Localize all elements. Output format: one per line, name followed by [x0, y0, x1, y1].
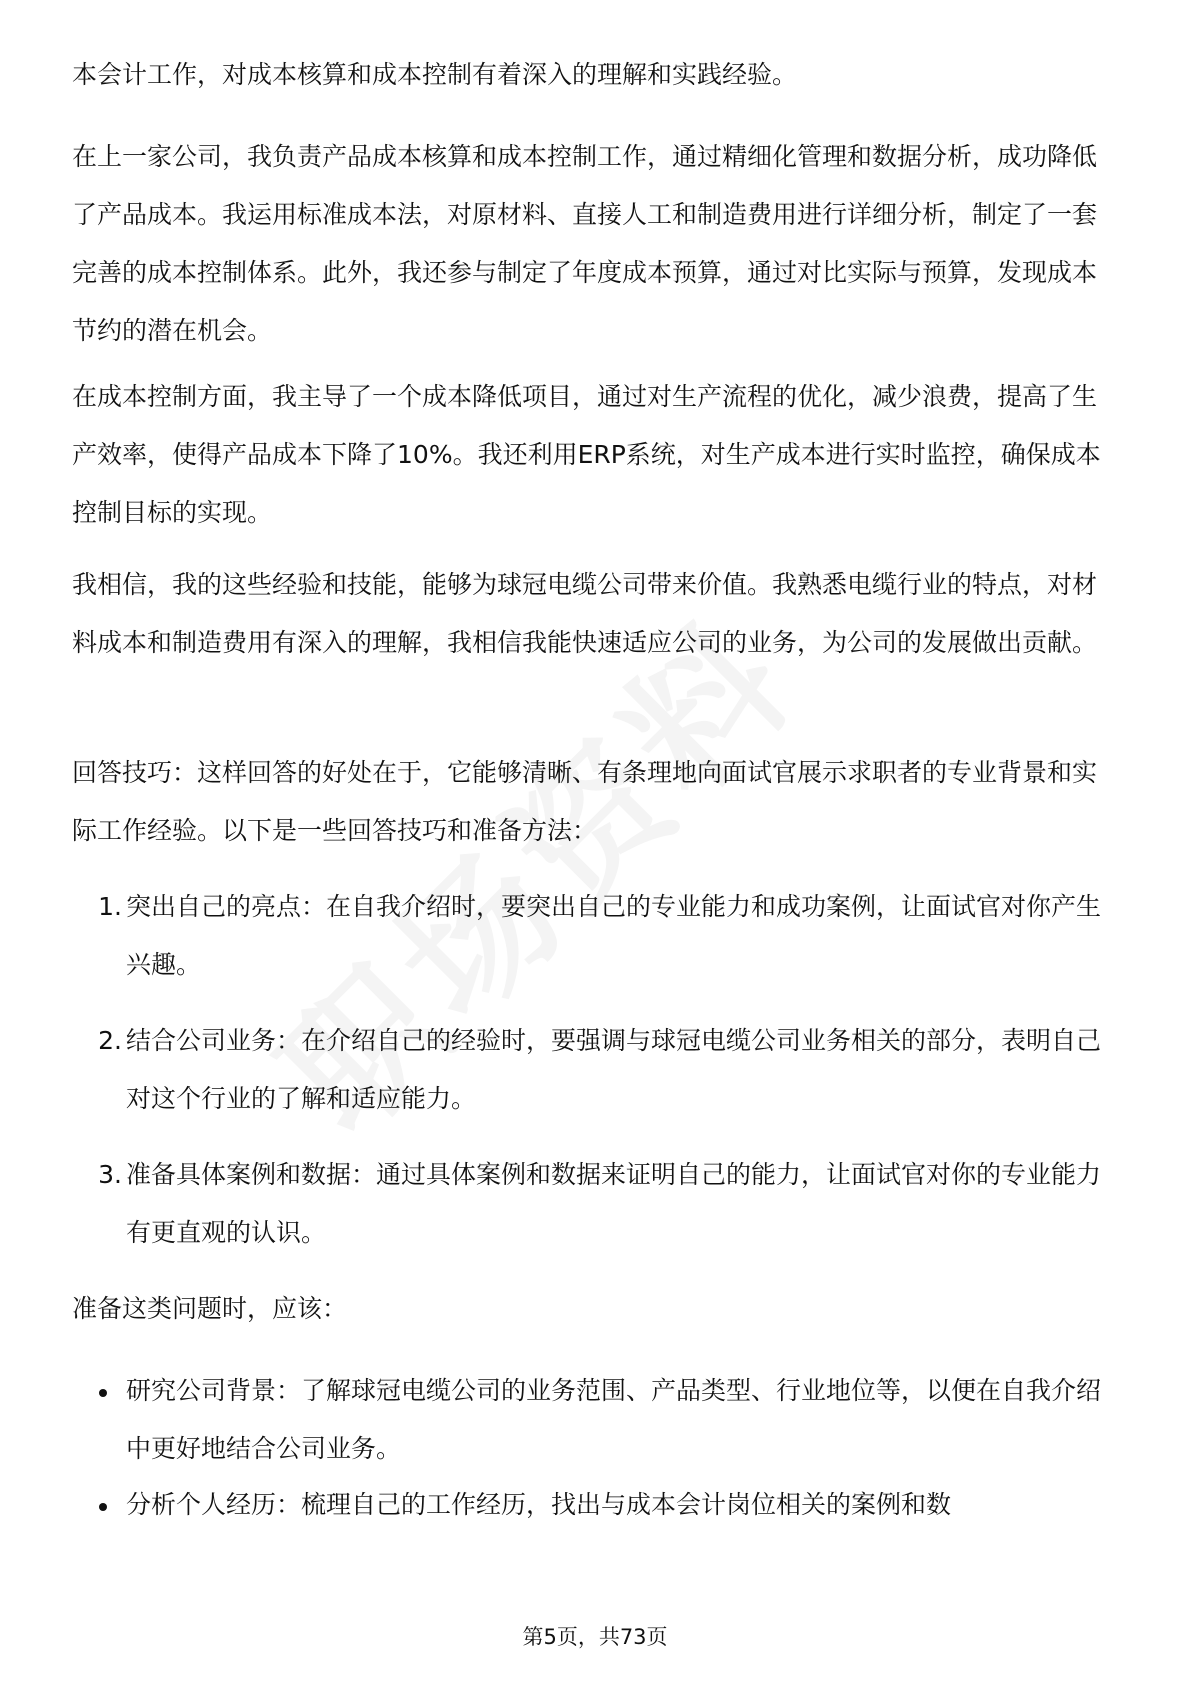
list-item — [72, 878, 1112, 994]
list-item-text: 突出自己的亮点：在自我介绍时，要突出自己的专业能力和成功案例，让面试官对你产生兴趣。 — [126, 892, 1102, 979]
paragraph-intro-continued: 本会计工作，对成本核算和成本控制有着深入的理解和实践经验。 — [72, 60, 798, 89]
list-item-text: 结合公司业务：在介绍自己的经验时，要强调与球冠电缆公司业务相关的部分，表明自己对这个行业的了解和适应能力。 — [126, 1026, 1102, 1113]
list-number: 2. — [98, 1026, 122, 1055]
paragraph-answer-tips: 回答技巧：这样回答的好处在于，它能够清晰、有条理地向面试官展示求职者的专业背景和实际工作经验。以下是一些回答技巧和准备方法： — [72, 758, 1098, 845]
list-number: 3. — [98, 1160, 122, 1189]
list-item — [72, 1012, 1112, 1128]
list-item — [72, 1146, 1112, 1262]
list-item — [72, 1476, 1112, 1534]
list-number: 1. — [98, 892, 122, 921]
list-item-text: 分析个人经历：梳理自己的工作经历，找出与成本会计岗位相关的案例和数 — [126, 1490, 952, 1519]
page-footer: 第5页，共73页 — [522, 1625, 668, 1649]
list-item — [72, 1362, 1112, 1478]
list-item-text: 准备具体案例和数据：通过具体案例和数据来证明自己的能力，让面试官对你的专业能力有更直观的认识。 — [126, 1160, 1102, 1247]
bullet-icon — [99, 1503, 107, 1511]
list-item-text: 研究公司背景：了解球冠电缆公司的业务范围、产品类型、行业地位等，以便在自我介绍中更好地结合公司业务。 — [126, 1376, 1102, 1463]
paragraph-previous-company: 在上一家公司，我负责产品成本核算和成本控制工作，通过精细化管理和数据分析，成功降低了产品成本。我运用标准成本法，对原材料、直接人工和制造费用进行详细分析，制定了一套完善的成本控制体系。此外，我还参与制定了年度成本预算，通过对比实际与预算，发现成本节约的潜在机会。 — [72, 142, 1098, 345]
bullet-icon — [99, 1389, 107, 1397]
paragraph-prep-intro: 准备这类问题时，应该： — [72, 1294, 348, 1323]
paragraph-value: 我相信，我的这些经验和技能，能够为球冠电缆公司带来价值。我熟悉电缆行业的特点，对材料成本和制造费用有深入的理解，我相信我能快速适应公司的业务，为公司的发展做出贡献。 — [72, 570, 1098, 657]
paragraph-cost-control: 在成本控制方面，我主导了一个成本降低项目，通过对生产流程的优化，减少浪费，提高了生产效率，使得产品成本下降了10%。我还利用ERP系统，对生产成本进行实时监控，确保成本控制目标的实现。 — [72, 382, 1101, 527]
